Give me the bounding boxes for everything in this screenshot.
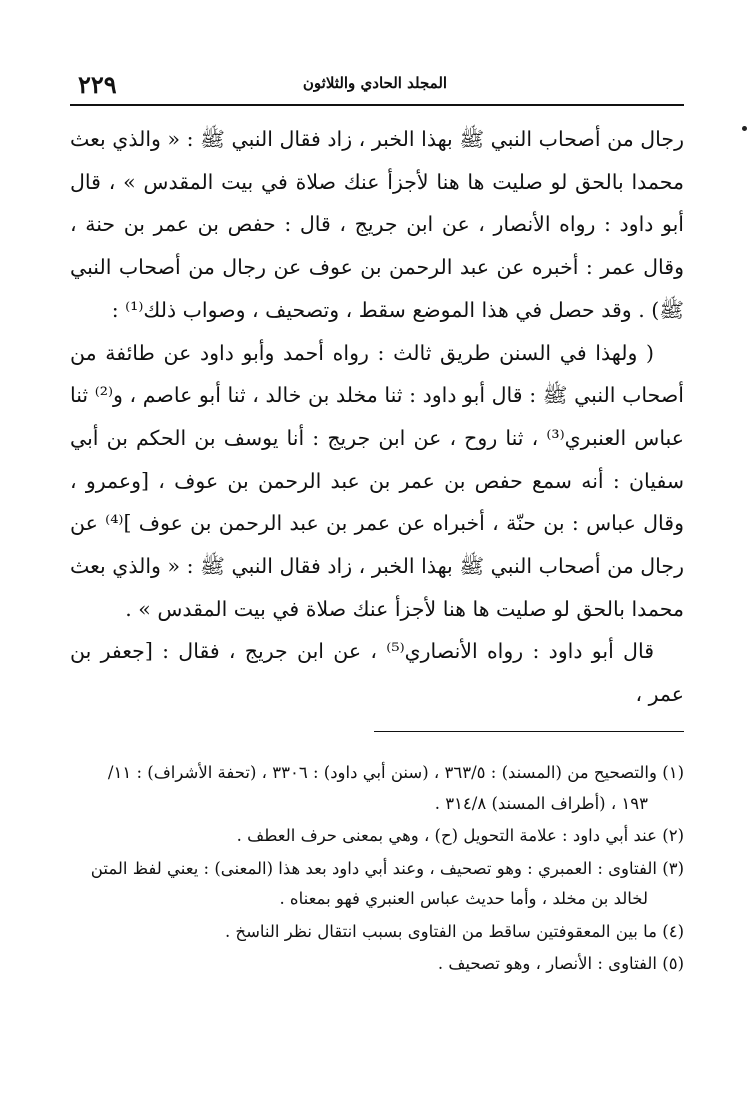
volume-title: المجلد الحادي والثلاثون [302, 74, 448, 92]
margin-dot [742, 126, 747, 131]
footnote [70, 821, 684, 852]
paragraph: رجال من أصحاب النبي ﷺ بهذا الخبر ، زاد فقال النبي ﷺ : « والذي بعث محمدا بالحق لو صليت ها هنا لأجزأ عنك صلاة في بيت المقدس » ، قال أبو داود : رواه الأنصار ، عن ابن جريج ، قال : حفص بن عمر بن حنة ، وقال عمر : أخبره عن عبد الرحمن بن عوف عن رجال من أصحاب النبي ﷺ) . وقد حصل في هذا الموضع سقط ، وتصحيف ، وصواب ذلك⁽¹⁾ : [70, 127, 684, 322]
footnote-text: والتصحيح من (المسند) : ٣٦٣/٥ ، (سنن أبي داود) : ٣٣٠٦ ، (تحفة الأشراف) : ١١/ [107, 763, 657, 782]
footnote [70, 758, 684, 819]
footnote-number: (٢) [662, 826, 684, 845]
main-text [70, 118, 684, 716]
footnote [70, 854, 684, 915]
footnote-divider [374, 731, 684, 732]
footnote [70, 917, 684, 948]
footnote-text: عند أبي داود : علامة التحويل (ح) ، وهي بمعنى حرف العطف . [236, 826, 657, 845]
footnote [70, 949, 684, 980]
page-number: ٢٢٩ [78, 70, 117, 99]
footnote-text: الفتاوى : العمبري : وهو تصحيف ، وعند أبي داود بعد هذا (المعنى) : يعني لفظ المتن [90, 858, 657, 878]
footnote-number: (٤) [662, 921, 684, 941]
footnote-number: (٣) [662, 858, 684, 878]
running-header [70, 70, 680, 104]
footnote-continuation: لخالد بن مخلد ، وأما حديث عباس العنبري فهو بمعناه . [279, 889, 648, 908]
paragraph: ( ولهذا في السنن طريق ثالث : رواه أحمد وأبو داود عن طائفة من أصحاب النبي ﷺ : قال أبو داود : ثنا مخلد بن خالد ، ثنا أبو عاصم ، و⁽²⁾ ثنا عباس العنبري⁽³⁾ ، ثنا روح ، عن ابن جريج : أنا يوسف بن الحكم بن أبي سفيان : أنه سمع حفص بن عمر بن عبد الرحمن بن عوف ، [وعمرو ، وقال عباس : بن حنّة ، أخبراه عن عمر بن عبد الرحمن بن عوف ]⁽⁴⁾ عن رجال من أصحاب النبي ﷺ بهذا الخبر ، زاد فقال النبي ﷺ : « والذي بعث محمدا بالحق لو صليت ها هنا لأجزأ عنك صلاة في بيت المقدس » . [70, 340, 684, 621]
paragraph: قال أبو داود : رواه الأنصاري⁽⁵⁾ ، عن ابن جريج ، فقال : [جعفر بن عمر ، [70, 639, 684, 707]
header-divider [70, 104, 684, 106]
footnote-number: (٥) [662, 954, 684, 973]
footnote-text: الفتاوى : الأنصار ، وهو تصحيف . [437, 954, 657, 973]
footnote-continuation: ١٩٣ ، (أطراف المسند) ٣١٤/٨ . [434, 793, 648, 813]
footnotes [70, 758, 684, 982]
footnote-text: ما بين المعقوفتين ساقط من الفتاوى بسبب انتقال نظر الناسخ . [224, 921, 657, 941]
footnote-number: (١) [662, 763, 684, 782]
